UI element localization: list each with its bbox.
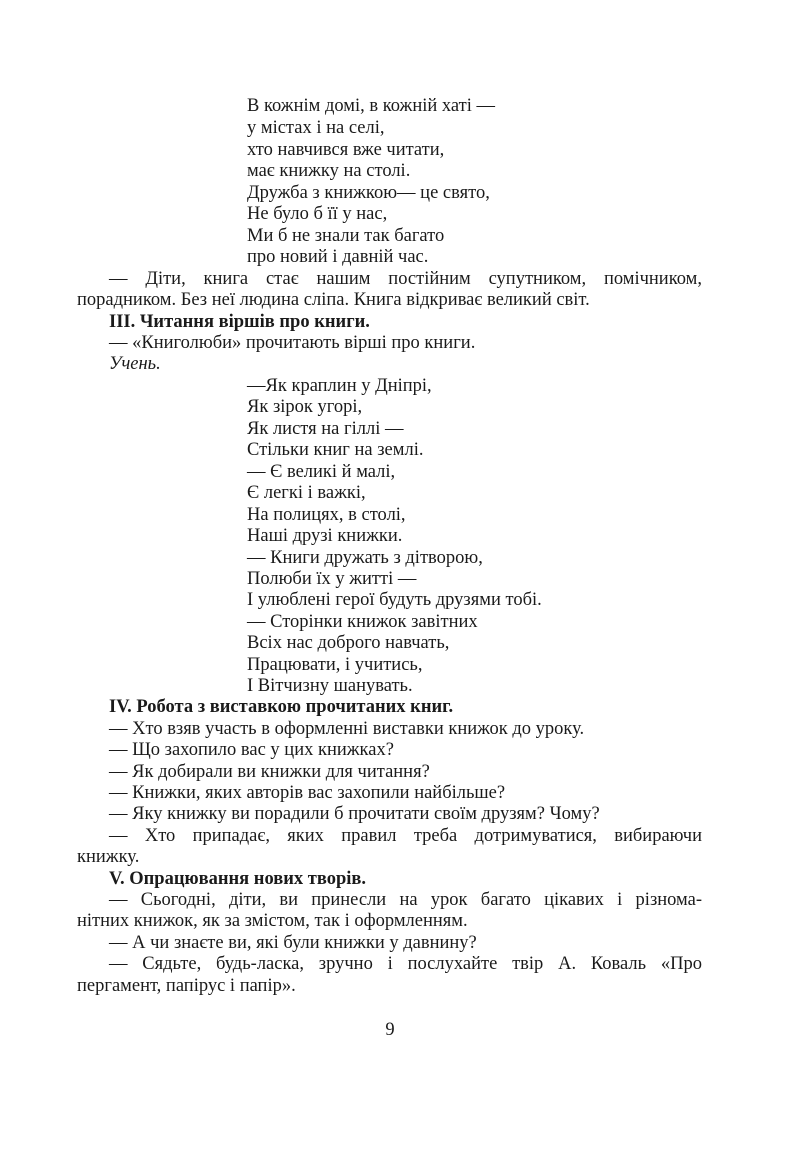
question-line: книжку. bbox=[77, 847, 140, 867]
poem-line: Ми б не знали так багато bbox=[247, 226, 445, 246]
poem-line: у містах і на селі, bbox=[247, 118, 385, 138]
poem-line: Як зірок угорі, bbox=[247, 397, 363, 417]
question-line: — Що захопило вас у цих книжках? bbox=[109, 740, 394, 760]
section-heading: V. Опрацювання нових творів. bbox=[109, 869, 367, 889]
paragraph-line: — Діти, книга стає нашим постійним супутником, помічником, bbox=[109, 269, 702, 289]
paragraph-line: — Сьогодні, діти, ви принесли на урок багато цікавих і різнома- bbox=[109, 890, 702, 910]
poem-line: —Як краплин у Дніпрі, bbox=[247, 376, 432, 396]
section-heading: IV. Робота з виставкою прочитаних книг. bbox=[109, 697, 454, 717]
poem-line: — Книги дружать з дітворою, bbox=[247, 548, 483, 568]
poem-line: про новий і давній час. bbox=[247, 247, 429, 267]
question-line: — Книжки, яких авторів вас захопили найбільше? bbox=[109, 783, 506, 803]
poem-line: Полюби їх у житті — bbox=[247, 569, 417, 589]
poem-line: Як листя на гіллі — bbox=[247, 419, 404, 439]
question-line: — Яку книжку ви порадили б прочитати своїм друзям? Чому? bbox=[109, 804, 600, 824]
paragraph-line: порадником. Без неї людина сліпа. Книга відкриває великий світ. bbox=[77, 290, 590, 310]
poem-line: Стільки книг на землі. bbox=[247, 440, 424, 460]
poem-line: — Є великі й малі, bbox=[247, 462, 396, 482]
paragraph-line: нітних книжок, як за змістом, так і оформленням. bbox=[77, 911, 468, 931]
question-line: — Як добирали ви книжки для читання? bbox=[109, 762, 430, 782]
poem-line: — Сторінки книжок завітних bbox=[247, 612, 478, 632]
poem-line: Дружба з книжкою— це свято, bbox=[247, 183, 490, 203]
paragraph-line: — Сядьте, будь-ласка, зручно і послухайте твір А. Коваль «Про bbox=[109, 954, 702, 974]
paragraph-line: — «Книголюби» прочитають вірші про книги. bbox=[109, 333, 476, 353]
speaker-label: Учень. bbox=[109, 354, 161, 374]
page-number: 9 bbox=[385, 1020, 395, 1040]
poem-line: На полицях, в столі, bbox=[247, 505, 406, 525]
question-line: — Хто взяв участь в оформленні виставки книжок до уроку. bbox=[109, 719, 585, 739]
poem-line: В кожнім домі, в кожній хаті — bbox=[247, 96, 495, 116]
poem-line: І улюблені герої будуть друзями тобі. bbox=[247, 590, 542, 610]
poem-line: має книжку на столі. bbox=[247, 161, 411, 181]
poem-line: Є легкі і важкі, bbox=[247, 483, 366, 503]
paragraph-line: — А чи знаєте ви, які були книжки у давнину? bbox=[109, 933, 477, 953]
paragraph-line: пергамент, папірус і папір». bbox=[77, 976, 296, 996]
question-line: — Хто припадає, яких правил треба дотримуватися, вибираючи bbox=[109, 826, 702, 846]
poem-line: Наші друзі книжки. bbox=[247, 526, 403, 546]
section-heading: ІІІ. Читання віршів про книги. bbox=[109, 312, 370, 332]
poem-line: І Вітчизну шанувать. bbox=[247, 676, 413, 696]
poem-line: Працювати, і учитись, bbox=[247, 655, 423, 675]
poem-line: Всіх нас доброго навчать, bbox=[247, 633, 450, 653]
poem-line: хто навчився вже читати, bbox=[247, 140, 445, 160]
poem-line: Не було б її у нас, bbox=[247, 204, 388, 224]
